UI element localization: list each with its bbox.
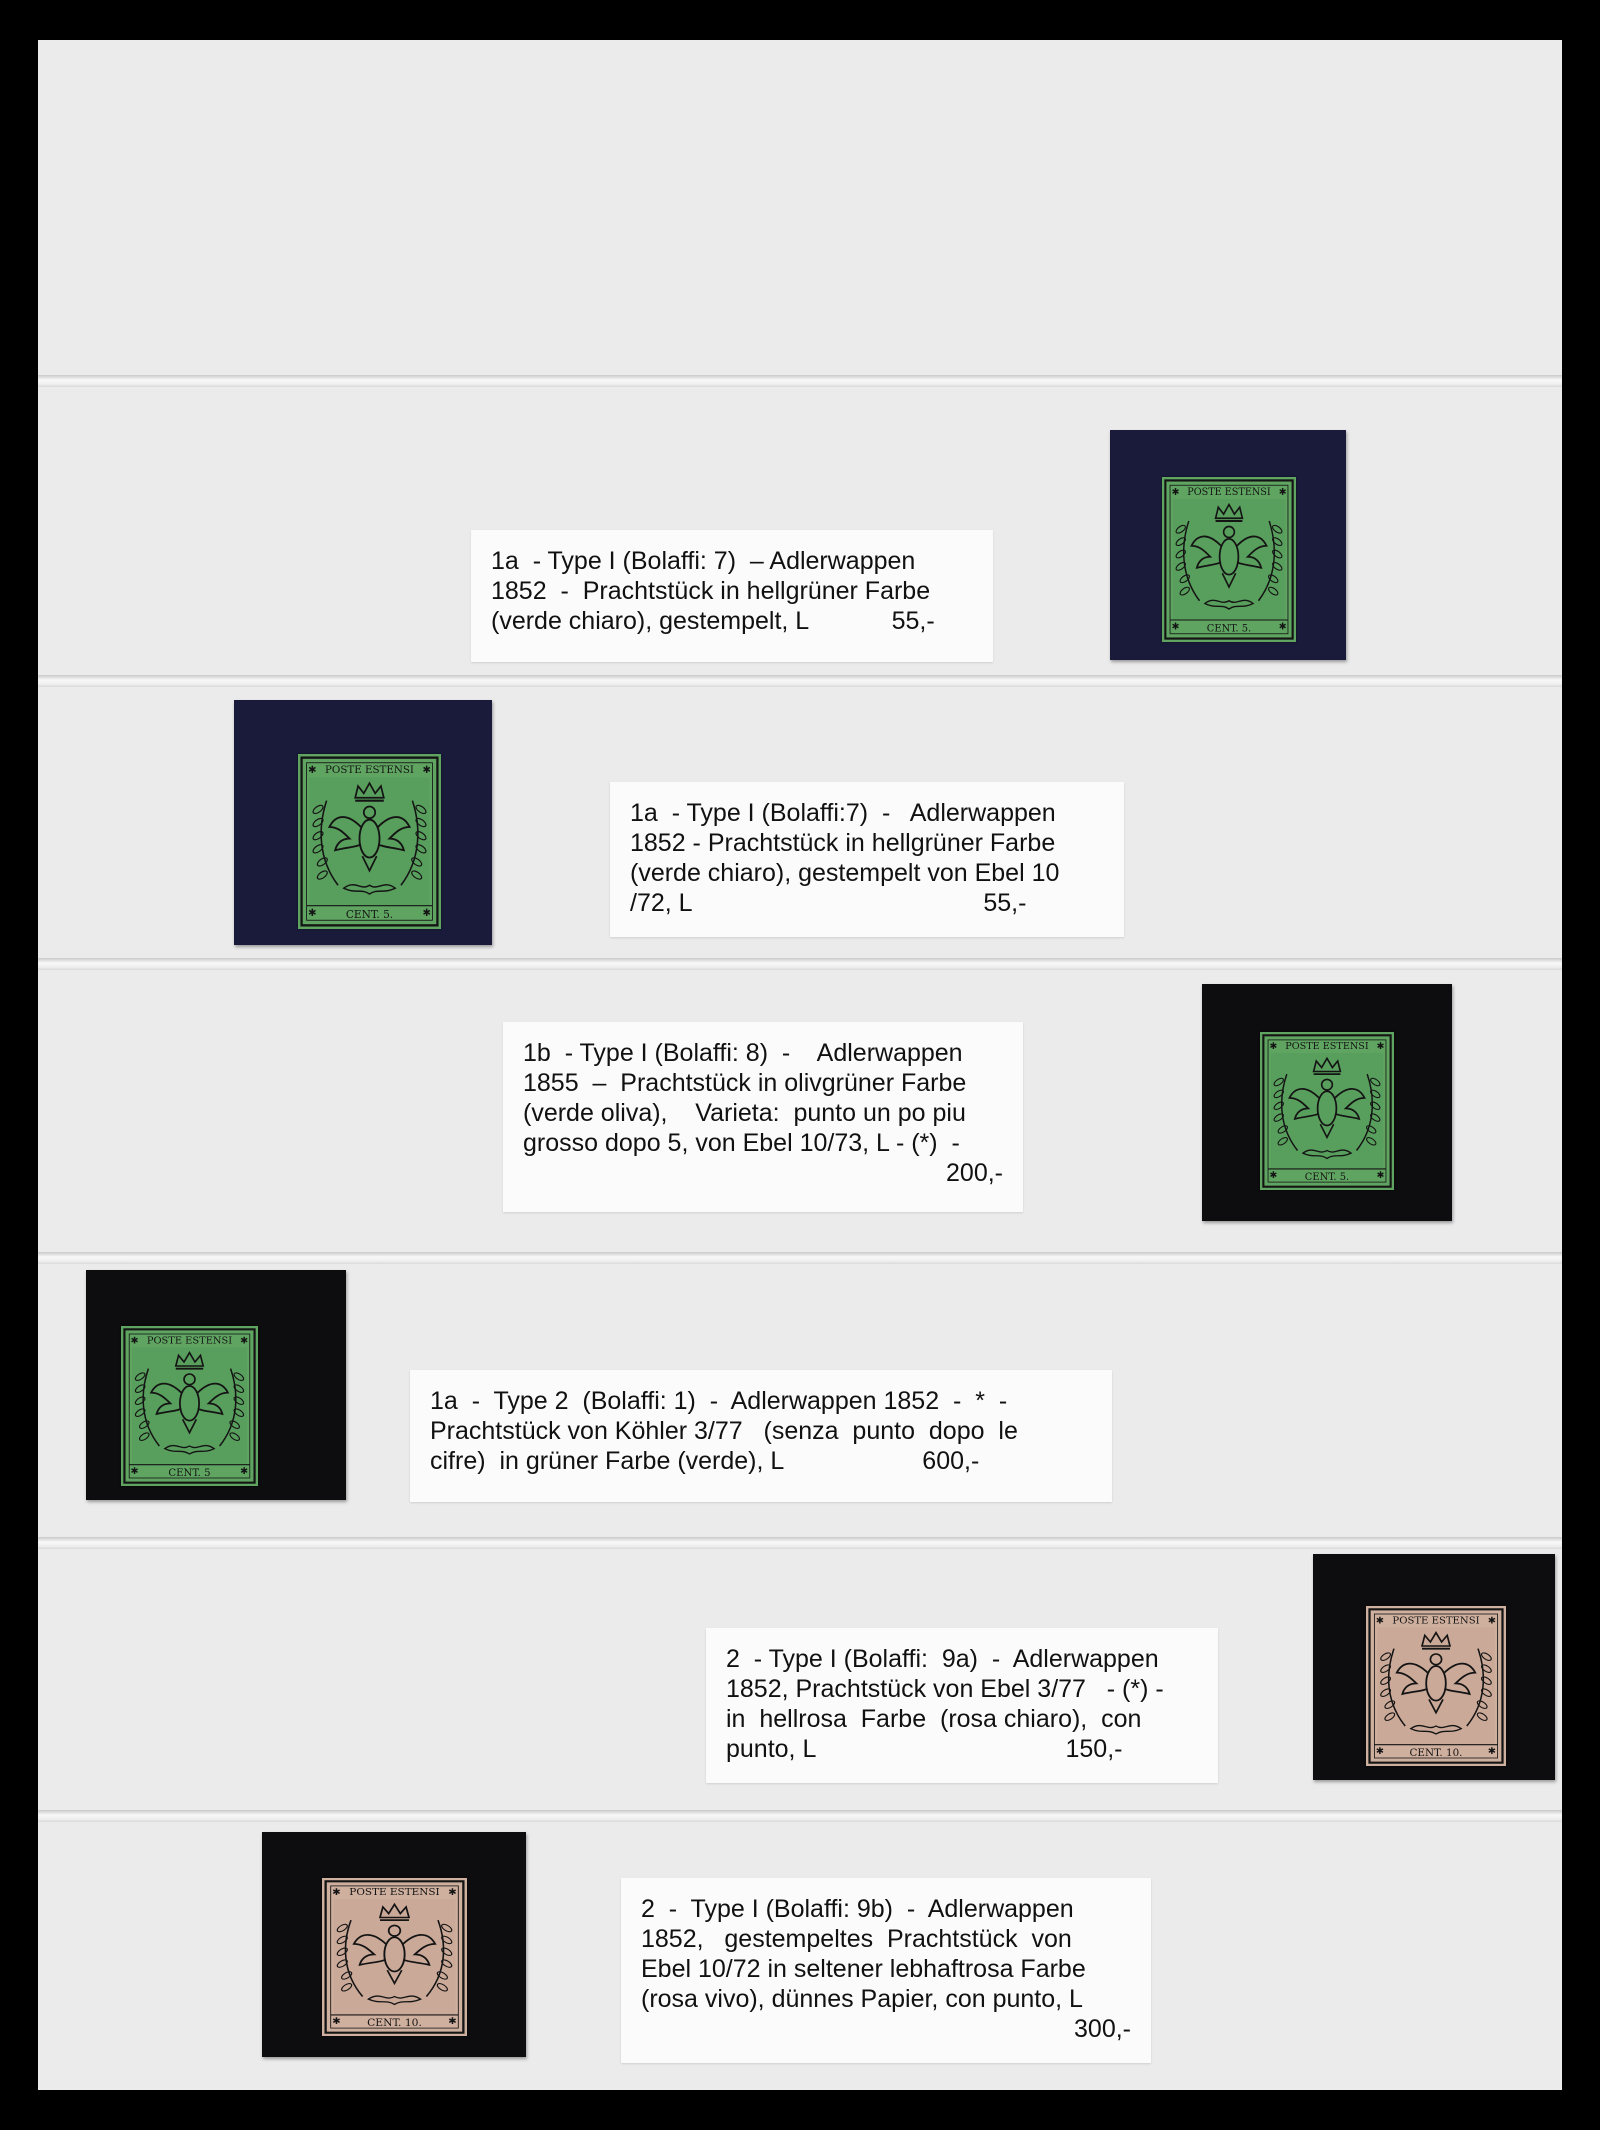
svg-text:✱: ✱ — [308, 907, 317, 919]
svg-text:✱: ✱ — [422, 907, 431, 919]
strip-line — [38, 1537, 1562, 1549]
stamp-artwork — [322, 1878, 467, 2036]
label-line: Ebel 10/72 in seltener lebhaftrosa Farbe — [641, 1955, 1086, 1983]
label-line: 1a - Type I (Bolaffi:7) - Adlerwappen — [630, 799, 1056, 827]
strip-line — [38, 675, 1562, 687]
label-line: 300,- — [1074, 2015, 1131, 2043]
svg-text:✱: ✱ — [1278, 621, 1287, 633]
stamp-value-text: CENT. 10. — [367, 2017, 422, 2029]
stamp-value-text: CENT. 5. — [345, 907, 394, 922]
label-line: 1a - Type I (Bolaffi: 7) – Adlerwappen — [491, 547, 916, 575]
svg-text:✱: ✱ — [332, 2016, 341, 2028]
svg-text:✱: ✱ — [130, 1335, 139, 1347]
svg-text:✱: ✱ — [240, 1335, 249, 1347]
svg-text:✱: ✱ — [1487, 1615, 1497, 1627]
label-line: 1852, Prachtstück von Ebel 3/77 - (*) - — [726, 1675, 1164, 1703]
stamp — [121, 1326, 258, 1486]
stamp-value-text: CENT. 10. — [1409, 1748, 1463, 1759]
label-line: 2 - Type I (Bolaffi: 9b) - Adlerwappen — [641, 1895, 1074, 1923]
label-line: 1852, gestempeltes Prachtstück von — [641, 1925, 1072, 1953]
svg-text:✱: ✱ — [1375, 1615, 1385, 1627]
svg-text:✱: ✱ — [1376, 1041, 1385, 1053]
svg-text:✱: ✱ — [130, 1466, 139, 1477]
stamp-artwork — [1366, 1606, 1506, 1766]
label-line: 200,- — [946, 1159, 1003, 1187]
stamp-header-text: POSTE ESTENSI — [1285, 1041, 1369, 1053]
stamp-description-label — [610, 782, 1124, 937]
stamp-value-text: CENT. 5. — [1206, 623, 1252, 635]
stamp-description-label — [410, 1370, 1112, 1502]
stamp-header-text: POSTE ESTENSI — [325, 763, 414, 776]
label-line: grosso dopo 5, von Ebel 10/73, L - (*) - — [523, 1129, 960, 1157]
svg-text:✱: ✱ — [1171, 486, 1180, 498]
svg-text:✱: ✱ — [240, 1466, 249, 1477]
stamp — [322, 1878, 467, 2036]
label-line: 1855 – Prachtstück in olivgrüner Farbe — [523, 1069, 967, 1097]
stamp — [298, 754, 441, 929]
label-line: 1852 - Prachtstück in hellgrüner Farbe — [491, 577, 931, 605]
svg-text:✱: ✱ — [448, 2016, 457, 2028]
label-line: (verde chiaro), gestempelt, L 55,- — [491, 607, 935, 635]
stamp-description-label — [621, 1878, 1151, 2063]
svg-text:✱: ✱ — [1376, 1170, 1385, 1182]
label-line: (verde oliva), Varieta: punto un po piu — [523, 1099, 966, 1127]
stamp-artwork — [1260, 1032, 1394, 1190]
svg-text:✱: ✱ — [1269, 1041, 1278, 1053]
label-line: (verde chiaro), gestempelt von Ebel 10 — [630, 859, 1060, 887]
label-line: 1a - Type 2 (Bolaffi: 1) - Adlerwappen 1852 - * - — [430, 1387, 1008, 1415]
label-line: 1b - Type I (Bolaffi: 8) - Adlerwappen — [523, 1039, 963, 1067]
stamp — [1162, 477, 1296, 642]
svg-text:✱: ✱ — [1375, 1746, 1385, 1757]
stamp-value-text: CENT. 5 — [168, 1468, 211, 1479]
label-line: in hellrosa Farbe (rosa chiaro), con — [726, 1705, 1142, 1733]
label-line: punto, L 150,- — [726, 1735, 1123, 1763]
svg-text:✱: ✱ — [308, 764, 317, 776]
stamp-artwork — [298, 754, 441, 929]
stamp-header-text: POSTE ESTENSI — [1392, 1615, 1480, 1627]
svg-text:✱: ✱ — [1171, 621, 1180, 633]
stamp-header-text: POSTE ESTENSI — [146, 1335, 233, 1347]
svg-text:✱: ✱ — [1269, 1170, 1278, 1182]
strip-line — [38, 375, 1562, 387]
label-line: /72, L 55,- — [630, 889, 1027, 917]
stamp-header-text: POSTE ESTENSI — [349, 1887, 440, 1898]
strip-line — [38, 958, 1562, 970]
label-line: 2 - Type I (Bolaffi: 9a) - Adlerwappen — [726, 1645, 1159, 1673]
label-line: cifre) in grüner Farbe (verde), L 600,- — [430, 1447, 980, 1475]
stamp — [1260, 1032, 1394, 1190]
stamp-header-text: POSTE ESTENSI — [1187, 486, 1271, 498]
svg-text:✱: ✱ — [422, 764, 431, 776]
svg-text:✱: ✱ — [332, 1887, 341, 1898]
stamp — [1366, 1606, 1506, 1766]
stamp-description-label — [706, 1628, 1218, 1783]
label-line: (rosa vivo), dünnes Papier, con punto, L — [641, 1985, 1083, 2013]
svg-text:✱: ✱ — [448, 1887, 457, 1898]
label-line: 1852 - Prachtstück in hellgrüner Farbe — [630, 829, 1056, 857]
svg-text:✱: ✱ — [1278, 486, 1287, 498]
svg-text:✱: ✱ — [1487, 1746, 1497, 1757]
album-page — [38, 40, 1562, 2090]
strip-line — [38, 1810, 1562, 1822]
stamp-artwork — [121, 1326, 258, 1486]
stamp-description-label — [471, 530, 993, 662]
stamp-description-label — [503, 1022, 1023, 1212]
strip-line — [38, 1252, 1562, 1264]
stamp-artwork — [1162, 477, 1296, 642]
stamp-value-text: CENT. 5. — [1304, 1172, 1350, 1184]
label-line: Prachtstück von Köhler 3/77 (senza punto dopo le — [430, 1417, 1018, 1445]
